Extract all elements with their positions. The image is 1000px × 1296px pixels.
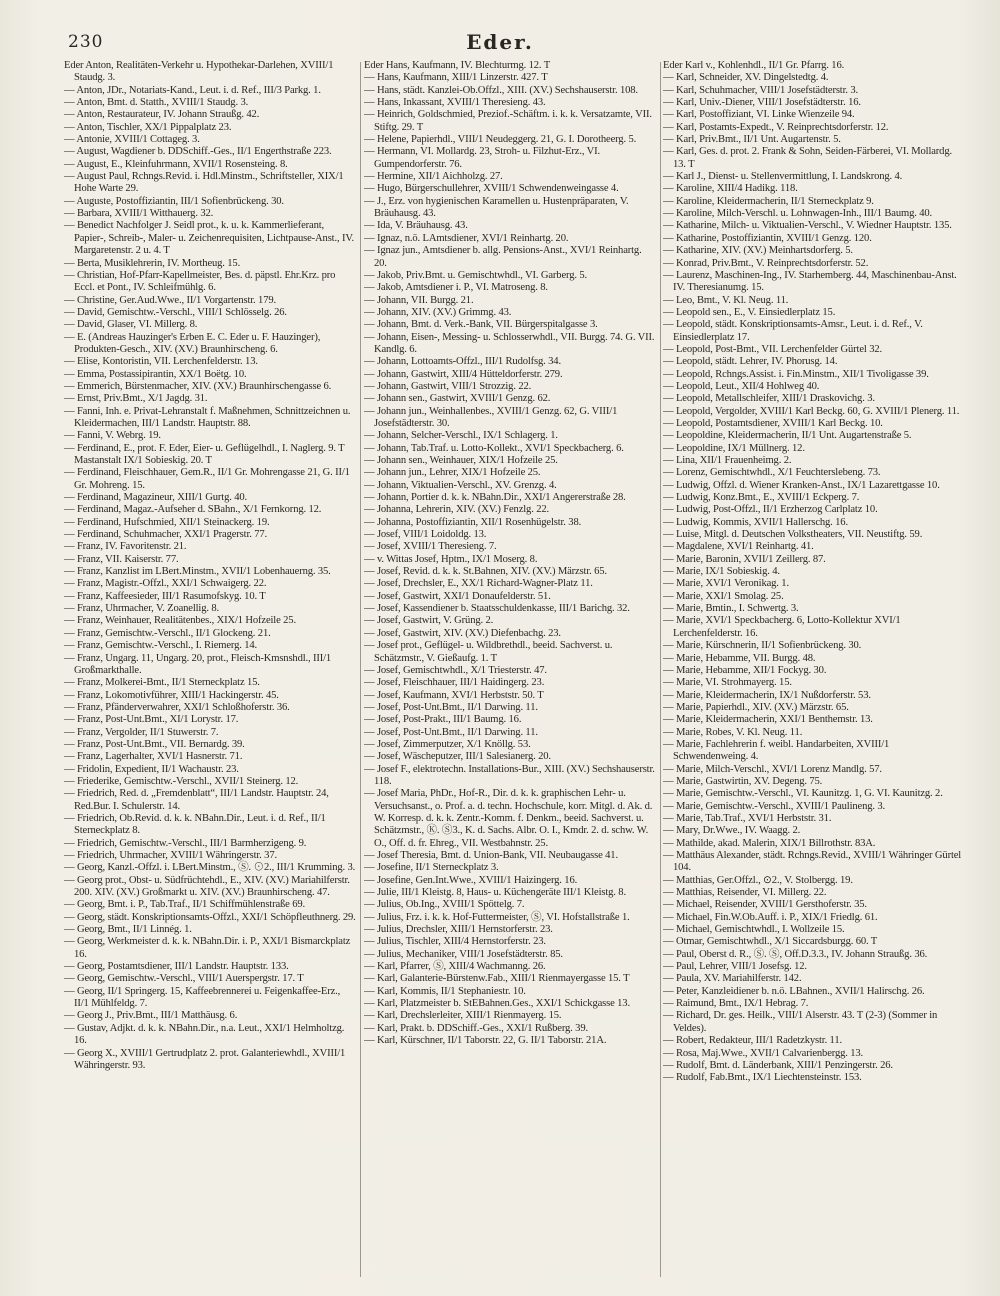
directory-entry: — Marie, Robes, V. Kl. Neug. 11.: [663, 726, 803, 738]
directory-entry: — Franz, Kaffeesieder, III/1 Rasumofskyg. 10. T: [64, 590, 266, 602]
directory-entry: — Hans, städt. Kanzlei-Ob.Offzl., XIII. (XV.) Sechshauserstr. 108.: [364, 84, 638, 96]
directory-entry: — Josefine, II/1 Sterneckplatz 3.: [364, 862, 499, 874]
directory-entry: — Michael, Gemischtwhdl., I. Wollzeile 15.: [663, 924, 845, 936]
directory-entry: — Franz, Post-Unt.Bmt., XI/1 Lorystr. 17.: [64, 714, 239, 726]
directory-entry: — Karl, Postamts-Expedt., V. Reinprechtsdorferstr. 12.: [663, 121, 889, 133]
directory-entry: — Otmar, Gemischtwhdl., X/1 Siccardsburgg. 60. T: [663, 936, 878, 948]
directory-entry: — Josef, XVIII/1 Theresieng. 7.: [364, 541, 497, 553]
directory-entry: — Anton, Restaurateur, IV. Johann Straußg. 42.: [64, 109, 260, 121]
directory-entry: — Marie, Fachlehrerin f. weibl. Handarbeiten, XVIII/1 Schwendenweing. 4.: [663, 738, 890, 763]
directory-entry: — Leopold, Leut., XII/4 Hohlweg 40.: [663, 380, 820, 392]
directory-entry: — Georg, II/1 Springerg. 15, Kaffeebrennerei u. Feigenkaffee-Erz., II/1 Mühlfeldg. 7.: [64, 985, 341, 1010]
directory-entry: — Georg, Gemischtw.-Verschl., VIII/1 Auerspergstr. 17. T: [64, 973, 304, 985]
directory-entry: — Jakob, Priv.Bmt. u. Gemischtwhdl., VI. Garberg. 5.: [364, 269, 587, 281]
directory-entry: — Josef, Wäscheputzer, III/1 Salesianerg. 20.: [364, 751, 551, 763]
directory-entry: — Karl, Univ.-Diener, VIII/1 Josefstädterstr. 16.: [663, 97, 861, 109]
directory-entry: — Marie, Bmtin., I. Schwertg. 3.: [663, 603, 799, 615]
directory-entry: — Ignaz jun., Amtsdiener b. allg. Pensions-Anst., XVI/1 Reinhartg. 20.: [364, 245, 642, 269]
directory-entry: — Karl, Priv.Bmt., II/1 Unt. Augartenstr. 5.: [663, 134, 841, 146]
directory-entry: — Fanni, V. Webrg. 19.: [64, 430, 161, 442]
directory-entry: — Magdalene, XVI/1 Reinhartg. 41.: [663, 541, 814, 553]
directory-entry: — Marie, Tab.Traf., XVI/1 Herbststr. 31.: [663, 812, 832, 824]
directory-entry: — Georg, Bmt., II/1 Linnég. 1.: [64, 924, 192, 936]
directory-entry: — Josef, Revid. d. k. k. St.Bahnen, XIV. (XV.) Märzstr. 65.: [364, 566, 607, 578]
directory-entry: — Franz, Weinhauer, Realitätenbes., XIX/1 Hofzeile 25.: [64, 615, 296, 627]
directory-entry: — Marie, Gastwirtin, XV. Degeng. 75.: [663, 775, 823, 787]
directory-entry: — Lorenz, Gemischtwhdl., X/1 Feuchterslebeng. 73.: [663, 467, 881, 479]
directory-entry: — David, Gemischtw.-Verschl., VIII/1 Schlösselg. 26.: [64, 306, 287, 318]
directory-entry: — Leopold, Postamtsdiener, XVIII/1 Karl Beckg. 10.: [663, 417, 883, 429]
directory-entry: — Leopold, städt. Lehrer, IV. Phorusg. 14.: [663, 356, 838, 368]
directory-entry: — Paul, Lehrer, VIII/1 Josefsg. 12.: [663, 961, 807, 973]
directory-entry: — Leopoldine, IX/1 Müllnerg. 12.: [663, 442, 805, 454]
page-number: 230: [68, 32, 104, 52]
directory-entry: — Benedict Nachfolger J. Seidl prot., k. u. k. Kammerlieferant, Papier-, Schreib-, Maler- u. Zeichenrequisiten, Lichtpause-Anst., IV. Margaretenstr. 2 u. 4. T: [64, 220, 354, 257]
directory-column-1: [64, 60, 356, 1292]
directory-entry: — Ida, V. Bräuhausg. 43.: [364, 220, 468, 232]
directory-entry: — Karoline, Kleidermacherin, II/1 Sterneckplatz 9.: [663, 195, 874, 207]
directory-entry: — Julie, III/1 Kleistg. 8, Haus- u. Küchengeräte III/1 Kleistg. 8.: [364, 887, 626, 899]
directory-entry: — Karl, Pfarrer, Ⓢ, XIII/4 Wachmanng. 26.: [364, 961, 546, 973]
directory-entry: — Josef, Gastwirt, XIV. (XV.) Diefenbachg. 23.: [364, 627, 561, 639]
directory-entry: — Johann, XIV. (XV.) Grimmg. 43.: [364, 306, 512, 318]
directory-entry: — Marie, Hebamme, XII/1 Fockyg. 30.: [663, 664, 827, 676]
directory-entry: — August Paul, Rchngs.Revid. i. Hdl.Minstm., Schriftsteller, XIX/1 Hohe Warte 29.: [64, 171, 344, 195]
directory-entry: — Marie, Hebamme, VII. Burgg. 48.: [663, 652, 816, 664]
directory-entry: — Friedrich, Uhrmacher, XVIII/1 Währingerstr. 37.: [64, 850, 277, 861]
directory-column-2: [364, 60, 656, 1292]
directory-entry: — Karoline, XIII/4 Hadikg. 118.: [663, 183, 798, 195]
directory-entry: — Johann, Gastwirt, XIII/4 Hütteldorferstr. 279.: [364, 368, 563, 380]
directory-entry: — Josef, Kaufmann, XVI/1 Herbststr. 50. T: [364, 689, 544, 701]
directory-entry: — Heinrich, Goldschmied, Preziof.-Schäftm. i. k. k. Versatzamte, VII. Stiftg. 29. T: [364, 109, 652, 133]
directory-entry: — Johanna, Lehrerin, XIV. (XV.) Fenzlg. 22.: [364, 504, 549, 516]
directory-entry: — Matthias, Ger.Offzl., ⊙2., V. Stolbergg. 19.: [663, 874, 853, 886]
directory-entry: — Georg prot., Obst- u. Südfrüchtehdl., E., XIV. (XV.) Mariahilferstr. 200. XIV. (XV.) Großmarkt u. XIV. (XV.) Braunhirscheng. 47.: [64, 874, 350, 899]
directory-entry: — Johann sen., Gastwirt, XVIII/1 Genzg. 62.: [364, 393, 551, 405]
directory-entry: — Georg, Werkmeister d. k. k. NBahn.Dir. i. P., XXI/1 Bismarckplatz 16.: [64, 936, 351, 960]
directory-entry: — Mary, Dr.Wwe., IV. Waagg. 2.: [663, 825, 801, 837]
directory-entry: — Karl, Galanterie-Bürstenw.Fab., XIII/1 Rienmayergasse 15. T: [364, 973, 630, 985]
directory-entry: — Josef, Drechsler, E., XX/1 Richard-Wagner-Platz 11.: [364, 578, 593, 590]
directory-entry: — Karl, Schneider, XV. Dingelstedtg. 4.: [663, 72, 829, 84]
directory-entry: — Marie, Papierhdl., XIV. (XV.) Märzstr. 65.: [663, 701, 849, 713]
directory-entry: — Leopold, städt. Konskriptionsamts-Amsr., Leut. i. d. Ref., V. Einsiedlerplatz 17.: [663, 319, 923, 343]
directory-entry: — Josef Theresia, Bmt. d. Union-Bank, VII. Neubaugasse 41.: [364, 850, 618, 861]
directory-entry: — Franz, Molkerei-Bmt., II/1 Sterneckplatz 15.: [64, 677, 260, 689]
directory-entry: — Franz, Post-Unt.Bmt., VII. Bernardg. 39.: [64, 738, 245, 750]
directory-entry: — Marie, VI. Strohmayerg. 15.: [663, 677, 792, 689]
directory-entry: — Karl, Ges. d. prot. 2. Frank & Sohn, Seiden-Färberei, VI. Mollardg. 13. T: [663, 146, 952, 170]
directory-entry: — Matthias, Reisender, VI. Millerg. 22.: [663, 887, 827, 899]
directory-entry: — Georg, städt. Konskriptionsamts-Offzl., XXI/1 Schöpfleuthnerg. 29.: [64, 911, 356, 923]
directory-entry: — Marie, XXI/1 Smolag. 25.: [663, 590, 784, 602]
directory-entry: — Franz, Uhrmacher, V. Zoanellig. 8.: [64, 603, 220, 615]
directory-entry: — Ferdinand, Magaz.-Aufseher d. SBahn., X/1 Fernkorng. 12.: [64, 504, 322, 516]
directory-entry: — Franz, IV. Favoritenstr. 21.: [64, 541, 187, 553]
column-divider: [360, 62, 361, 1277]
column-divider: [660, 62, 661, 1277]
directory-entry: — Friederike, Gemischtw.-Verschl., XVII/1 Steinerg. 12.: [64, 775, 299, 787]
directory-entry: — Marie, Gemischtw.-Verschl., VI. Kaunitzg. 1, G. VI. Kaunitzg. 2.: [663, 788, 943, 800]
directory-entry: — Georg, Bmt. i. P., Tab.Traf., II/1 Schiffmühlenstraße 69.: [64, 899, 306, 911]
directory-entry: — Ludwig, Offzl. d. Wiener Kranken-Anst., IX/1 Lazarettgasse 10.: [663, 479, 940, 491]
directory-entry: — Ignaz, n.ö. LAmtsdiener, XVI/1 Reinhartg. 20.: [364, 232, 569, 244]
directory-entry: — Katharine, XIV. (XV.) Meinhartsdorferg. 5.: [663, 245, 853, 257]
directory-entry: — Karl J., Dienst- u. Stellenvermittlung, I. Landskrong. 4.: [663, 171, 903, 183]
directory-entry: — Johann jun., Weinhallenbes., XVIII/1 Genzg. 62, G. VIII/1 Josefstädterstr. 30.: [364, 405, 618, 429]
directory-entry: — Julius, Frz. i. k. k. Hof-Futtermeister, Ⓢ, VI. Hofstallstraße 1.: [364, 911, 630, 923]
directory-entry: — Ferdinand, Schuhmacher, XXI/1 Pragerstr. 77.: [64, 529, 268, 541]
directory-entry: — Ludwig, Konz.Bmt., E., XVIII/1 Eckperg. 7.: [663, 492, 860, 504]
directory-entry: — Ferdinand, Hufschmied, XII/1 Steinackerg. 19.: [64, 516, 270, 528]
directory-entry: — E. (Andreas Hauzinger's Erben E. C. Eder u. F. Hauzinger), Produkten-Gesch., XIV. (XV.) Braunhirscheng. 6.: [64, 331, 321, 355]
directory-entry: — Gustav, Adjkt. d. k. k. NBahn.Dir., n.a. Leut., XXI/1 Helmholtzg. 16.: [64, 1022, 345, 1047]
directory-entry: — Marie, XVI/1 Veronikag. 1.: [663, 578, 789, 590]
directory-entry: — Katharine, Postoffiziantin, XVIII/1 Genzg. 120.: [663, 232, 872, 244]
directory-entry: — Johann, Portier d. k. k. NBahn.Dir., XXI/1 Angererstraße 28.: [364, 492, 626, 504]
directory-entry: — Josef, Kassendiener b. Staatsschuldenkasse, III/1 Barichg. 32.: [364, 603, 630, 615]
directory-entry: — Marie, Milch-Verschl., XVI/1 Lorenz Mandlg. 57.: [663, 763, 882, 775]
directory-entry: — Konrad, Priv.Bmt., V. Reinprechtsdorferstr. 52.: [663, 257, 869, 269]
directory-entry: — Franz, Lokomotivführer, XIII/1 Hackingerstr. 45.: [64, 689, 279, 701]
directory-entry: — Rosa, Maj.Wwe., XVII/1 Calvarienbergg. 13.: [663, 1047, 864, 1059]
directory-entry: — Georg X., XVIII/1 Gertrudplatz 2. prot. Galanteriewhdl., XVIII/1 Währingerstr. 93.: [64, 1047, 346, 1071]
directory-entry: — Michael, Fin.W.Ob.Auff. i. P., XIX/1 Friedlg. 61.: [663, 911, 878, 923]
directory-entry: — Franz, Ungarg. 11, Ungarg. 20, prot., Fleisch-Kmsnshdl., III/1 Großmarkthalle.: [64, 652, 332, 676]
directory-entry: — Josef, Zimmerputzer, X/1 Knöllg. 53.: [364, 738, 531, 750]
directory-entry: — Lina, XII/1 Frauenheimg. 2.: [663, 455, 792, 466]
directory-entry: — Karl, Kommis, II/1 Stephaniestr. 10.: [364, 985, 526, 997]
directory-entry: — Fanni, Inh. e. Privat-Lehranstalt f. Maßnehmen, Schnittzeichnen u. Kleidermachen, III/1 Landstr. Hauptstr. 88.: [64, 405, 351, 429]
directory-entry: — Johann, VII. Burgg. 21.: [364, 294, 474, 306]
directory-entry: — Josef, Fleischhauer, III/1 Haidingerg. 23.: [364, 677, 545, 689]
directory-entry: — Hugo, Bürgerschullehrer, XVIII/1 Schwendenweingasse 4.: [364, 183, 619, 195]
directory-entry: — Leopoldine, Kleidermacherin, II/1 Unt. Augartenstraße 5.: [663, 430, 912, 442]
directory-entry: — Franz, Gemischtw.-Verschl., I. Riemerg. 14.: [64, 640, 258, 652]
directory-entry: — Franz, Magistr.-Offzl., XXI/1 Schwaigerg. 22.: [64, 578, 267, 590]
directory-entry: — Karl, Schuhmacher, VIII/1 Josefstädterstr. 3.: [663, 84, 859, 96]
directory-entry: — Josef, Gastwirt, V. Grüng. 2.: [364, 615, 494, 627]
directory-entry: — Jakob, Amtsdiener i. P., VI. Matroseng. 8.: [364, 282, 548, 294]
directory-entry: — Josef, Post-Prakt., III/1 Baumg. 16.: [364, 714, 522, 726]
directory-entry: — Marie, XVI/1 Speckbacherg. 6, Lotto-Kollektur XVI/1 Lerchenfelderstr. 16.: [663, 615, 901, 639]
page-header: [0, 30, 1000, 58]
directory-entry: — Peter, Kanzleidiener b. n.ö. LBahnen., XVII/1 Halirschg. 26.: [663, 985, 925, 997]
directory-entry: — Hans, Inkassant, XVIII/1 Theresieng. 43.: [364, 97, 546, 109]
directory-entry: — Friedrich, Gemischtw.-Verschl., III/1 Barmherzigeng. 9.: [64, 837, 307, 849]
directory-entry: — Leo, Bmt., V. Kl. Neug. 11.: [663, 294, 789, 306]
directory-entry: — Franz, Pfänderverwahrer, XXI/1 Schloßhoferstr. 36.: [64, 701, 290, 713]
directory-entry: Eder Anton, Realitäten-Verkehr u. Hypothekar-Darlehen, XVIII/1 Staudg. 3.: [64, 60, 334, 84]
directory-entry: — Georg, Postamtsdiener, III/1 Landstr. Hauptstr. 133.: [64, 961, 289, 973]
directory-entry: — Leopold, Rchngs.Assist. i. Fin.Minstm., XII/1 Tivoligasse 39.: [663, 368, 929, 380]
directory-entry: — August, Wagdiener b. DDSchiff.-Ges., II/1 Engerthstraße 223.: [64, 146, 332, 158]
directory-entry: — Raimund, Bmt., IX/1 Hebrag. 7.: [663, 998, 809, 1010]
directory-entry: — J., Erz. von hygienischen Karamellen u. Hustenpräparaten, V. Bräuhausg. 43.: [364, 195, 629, 220]
directory-entry: — Paula, XV. Mariahilferstr. 142.: [663, 973, 802, 985]
directory-entry: — Matthäus Alexander, städt. Rchngs.Revid., XVIII/1 Währinger Gürtel 104.: [663, 850, 962, 874]
directory-entry: — Marie, Kürschnerin, II/1 Sofienbrückeng. 30.: [663, 640, 862, 652]
directory-entry: — Rudolf, Bmt. d. Länderbank, XIII/1 Penzingerstr. 26.: [663, 1059, 893, 1071]
directory-entry: — Karl, Platzmeister b. StEBahnen.Ges., XXI/1 Schickgasse 13.: [364, 998, 630, 1010]
directory-entry: — Josef, VIII/1 Loidoldg. 13.: [364, 529, 487, 541]
directory-entry: — Franz, Lagerhalter, XVI/1 Hasnerstr. 71.: [64, 751, 243, 763]
directory-entry: — Georg J., Priv.Bmt., III/1 Matthäusg. 6.: [64, 1010, 238, 1022]
directory-entry: — Paul, Oberst d. R., Ⓢ. Ⓢ, Off.D.3.3., IV. Johann Straußg. 36.: [663, 948, 928, 960]
directory-entry: — Richard, Dr. ges. Heilk., VIII/1 Alserstr. 43. T (2-3) (Sommer in Veldes).: [663, 1010, 938, 1034]
directory-entry: — Johann, Viktualien-Verschl., XV. Grenzg. 4.: [364, 479, 557, 491]
directory-entry: — Berta, Musiklehrerin, IV. Mortheug. 15.: [64, 257, 241, 269]
directory-entry: — Katharine, Milch- u. Viktualien-Verschl., V. Wiedner Hauptstr. 135.: [663, 220, 952, 232]
directory-entry: — Julius, Mechaniker, VIII/1 Josefstädterstr. 85.: [364, 948, 563, 960]
directory-entry: — Karl, Prakt. b. DDSchiff.-Ges., XXI/1 Rußberg. 39.: [364, 1022, 588, 1034]
directory-entry: — Ludwig, Kommis, XVII/1 Hallerschg. 16.: [663, 516, 848, 528]
directory-entry: — Josef prot., Geflügel- u. Wildbrethdl., beeid. Sachverst. u. Schätzmstr., V. Gießaufg. 1. T: [364, 640, 613, 664]
directory-entry: — Hermine, XII/1 Aichholzg. 27.: [364, 171, 503, 183]
directory-entry: — Johann, Tab.Traf. u. Lotto-Kollekt., XVI/1 Speckbacherg. 6.: [364, 442, 624, 454]
directory-entry: — Franz, VII. Kaiserstr. 77.: [64, 553, 179, 565]
directory-entry: — Karl, Postoffiziant, VI. Linke Wienzeile 94.: [663, 109, 855, 121]
directory-entry: — Anton, Bmt. d. Statth., XVIII/1 Staudg. 3.: [64, 97, 249, 109]
directory-entry: — Laurenz, Maschinen-Ing., IV. Starhemberg. 44, Maschinenbau-Anst. IV. Theresianumg. 15.: [663, 269, 957, 294]
directory-entry: — Emma, Postassipirantin, XX/1 Boëtg. 10.: [64, 368, 247, 380]
directory-entry: — Mathilde, akad. Malerin, XIX/1 Billrothstr. 83A.: [663, 837, 876, 849]
directory-entry: — Helene, Papierhdl., VIII/1 Neudeggerg. 21, G. I. Dorotheerg. 5.: [364, 134, 637, 146]
directory-entry: — v. Wittas Josef, Hptm., IX/1 Moserg. 8.: [364, 553, 538, 565]
directory-entry: — Hans, Kaufmann, XIII/1 Linzerstr. 427. T: [364, 72, 548, 84]
directory-entry: — Ernst, Priv.Bmt., X/1 Jagdg. 31.: [64, 393, 208, 405]
directory-entry: Eder Karl v., Kohlenhdl., II/1 Gr. Pfarrg. 16.: [663, 60, 845, 71]
directory-entry: — Johann, Bmt. d. Verk.-Bank, VII. Bürgerspitalgasse 3.: [364, 319, 598, 331]
directory-entry: — Michael, Reisender, XVIII/1 Gersthoferstr. 35.: [663, 899, 867, 911]
directory-entry: — Fridolin, Expedient, II/1 Wachaustr. 23.: [64, 763, 239, 775]
directory-entry: — Christine, Ger.Aud.Wwe., II/1 Vorgartenstr. 179.: [64, 294, 276, 306]
directory-entry: — Hermann, VI. Mollardg. 23, Stroh- u. Filzhut-Erz., VI. Gumpendorferstr. 76.: [364, 146, 601, 170]
directory-entry: — Josef, Gemischtwhdl., X/1 Triesterstr. 47.: [364, 664, 547, 676]
directory-entry: — Ludwig, Post-Offzl., II/1 Erzherzog Carlplatz 10.: [663, 504, 878, 516]
directory-entry: — Leopold sen., E., V. Einsiedlerplatz 15.: [663, 306, 836, 318]
directory-entry: — Luise, Mitgl. d. Deutschen Volkstheaters, VII. Neustiftg. 59.: [663, 529, 923, 541]
directory-entry: — Marie, IX/1 Sobieskig. 4.: [663, 566, 780, 578]
directory-entry: — Robert, Redakteur, III/1 Radetzkystr. 11.: [663, 1035, 842, 1047]
directory-entry: — Karl, Kürschner, II/1 Taborstr. 22, G. II/1 Taborstr. 21A.: [364, 1035, 607, 1047]
directory-entry: — Josefine, Gen.Int.Wwe., XVIII/1 Haizingerg. 16.: [364, 874, 578, 886]
directory-entry: — Rudolf, Fab.Bmt., IX/1 Liechtensteinstr. 153.: [663, 1072, 862, 1084]
directory-entry: — Leopold, Vergolder, XVIII/1 Karl Beckg. 60, G. XVIII/1 Plenerg. 11.: [663, 405, 960, 417]
directory-entry: — Josef, Post-Unt.Bmt., II/1 Darwing. 11.: [364, 726, 538, 738]
directory-entry: — Barbara, XVIII/1 Witthauerg. 32.: [64, 208, 214, 220]
directory-entry: — Ferdinand, Magazineur, XIII/1 Gurtg. 40.: [64, 492, 248, 504]
directory-entry: — Auguste, Postoffiziantin, III/1 Sofienbrückeng. 30.: [64, 195, 284, 207]
directory-column-3: [663, 60, 963, 1292]
running-head: Eder.: [466, 30, 534, 54]
directory-entry: — Friedrich, Red. d. „Fremdenblatt“, III/1 Landstr. Hauptstr. 24, Red.Bur. I. Schulerstr. 14.: [64, 788, 329, 812]
directory-entry: — Marie, Kleidermacherin, XXI/1 Benthemstr. 13.: [663, 714, 873, 726]
directory-entry: — Friedrich, Ob.Revid. d. k. k. NBahn.Dir., Leut. i. d. Ref., II/1 Sterneckplatz 8.: [64, 812, 326, 837]
directory-entry: — Karoline, Milch-Verschl. u. Lohnwagen-Inh., III/1 Baumg. 40.: [663, 208, 933, 220]
directory-entry: — Marie, Baronin, XVII/1 Zeillerg. 87.: [663, 553, 826, 565]
directory-entry: — Anton, JDr., Notariats-Kand., Leut. i. d. Ref., III/3 Parkg. 1.: [64, 84, 321, 96]
directory-entry: — Marie, Gemischtw.-Verschl., XVIII/1 Paulineng. 3.: [663, 800, 886, 812]
directory-entry: — Ferdinand, Fleischhauer, Gem.R., II/1 Gr. Mohrengasse 21, G. II/1 Gr. Mohreng. 15.: [64, 467, 350, 491]
directory-entry: — Franz, Kanzlist im LBert.Minstm., XVII/1 Lobenhauerng. 35.: [64, 566, 331, 578]
directory-entry: — Johanna, Postoffiziantin, XII/1 Rosenhügelstr. 38.: [364, 516, 582, 528]
directory-entry: — Emmerich, Bürstenmacher, XIV. (XV.) Braunhirschengasse 6.: [64, 380, 332, 392]
directory-entry: — Johann jun., Lehrer, XIX/1 Hofzeile 25.: [364, 467, 541, 479]
directory-entry: — Johann, Gastwirt, VIII/1 Strozzig. 22.: [364, 380, 532, 392]
directory-entry: — Johann, Eisen-, Messing- u. Schlosserwhdl., VII. Burgg. 74. G. VII. Kandlg. 6.: [364, 331, 655, 355]
directory-entry: — Georg, Kanzl.-Offzl. i. LBert.Minstm., Ⓢ. ⊙2., III/1 Krumming. 3.: [64, 862, 356, 874]
directory-entry: — Leopold, Post-Bmt., VII. Lerchenfelder Gürtel 32.: [663, 343, 882, 355]
directory-entry: — Josef F., elektrotechn. Installations-Bur., XIII. (XV.) Sechshauserstr. 118.: [364, 763, 655, 787]
directory-entry: — Julius, Ob.Ing., XVIII/1 Spöttelg. 7.: [364, 899, 525, 911]
directory-entry: — Anton, Tischler, XX/1 Pippalplatz 23.: [64, 121, 232, 133]
directory-entry: — Ferdinand, E., prot. F. Eder, Eier- u. Geflügelhdl., I. Naglerg. 9. T Mastanstalt IX/1 Sobieskig. 20. T: [64, 442, 345, 466]
directory-entry: — Franz, Vergolder, II/1 Stuwerstr. 7.: [64, 726, 219, 738]
directory-entry: — Josef Maria, PhDr., Hof-R., Dir. d. k. k. graphischen Lehr- u. Versuchsanst., o. Prof. a. d. techn. Hochschule, korr. Mitgl. d. Ak. d. W. Korresp. d. k. k. Zentr.-Komm. f. Denkm., beeid. Sachverst. u. Schätzmstr., Ⓚ. Ⓢ3., K. d. Sachs. Albr. O. I., Kmdr. 2. d. schw. W. O., Off. d. fr. Ehreg., VII. Westbahnstr. 25.: [364, 788, 653, 849]
directory-entry: — Josef, Gastwirt, XXI/1 Donaufelderstr. 51.: [364, 590, 551, 602]
directory-entry: — Julius, Drechsler, XIII/1 Hernstorferstr. 23.: [364, 924, 553, 936]
directory-entry: — Leopold, Metallschleifer, XIII/1 Draskovichg. 3.: [663, 393, 875, 405]
directory-entry: — Johann sen., Weinhauer, XIX/1 Hofzeile 25.: [364, 455, 558, 466]
directory-entry: — Christian, Hof-Pfarr-Kapellmeister, Bes. d. päpstl. Ehr.Krz. pro Eccl. et Pont., IV. Schleifmühlg. 6.: [64, 269, 336, 294]
directory-entry: — Elise, Kontoristin, VII. Lerchenfelderstr. 13.: [64, 356, 258, 368]
directory-entry: — Franz, Gemischtw.-Verschl., II/1 Glockeng. 21.: [64, 627, 271, 639]
directory-entry: — Antonie, XVIII/1 Cottageg. 3.: [64, 134, 200, 146]
directory-entry: — August, E., Kleinfuhrmann, XVII/1 Rosensteing. 8.: [64, 158, 288, 170]
directory-entry: — Karl, Drechslerleiter, XIII/1 Rienmayerg. 15.: [364, 1010, 562, 1022]
directory-entry: — Marie, Kleidermacherin, IX/1 Nußdorferstr. 53.: [663, 689, 871, 701]
directory-entry: — Johann, Selcher-Verschl., IX/1 Schlagerg. 1.: [364, 430, 558, 442]
directory-entry: — David, Glaser, VI. Millerg. 8.: [64, 319, 198, 331]
directory-entry: — Johann, Lottoamts-Offzl., III/1 Rudolfsg. 34.: [364, 356, 561, 368]
directory-entry: Eder Hans, Kaufmann, IV. Blechturmg. 12. T: [364, 60, 551, 71]
directory-entry: — Josef, Post-Unt.Bmt., II/1 Darwing. 11.: [364, 701, 538, 713]
directory-entry: — Julius, Tischler, XIII/4 Hernstorferstr. 23.: [364, 936, 546, 948]
